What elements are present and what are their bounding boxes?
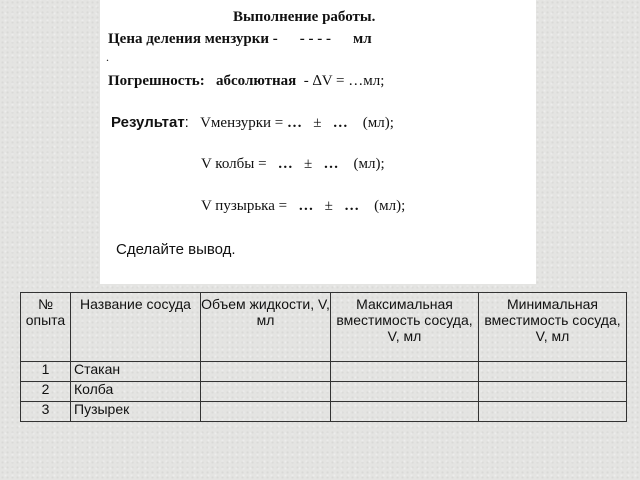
flask-volume-name: V колбы = xyxy=(201,156,267,172)
row-min-capacity-cell[interactable] xyxy=(479,381,627,401)
result-bubble-line xyxy=(201,197,405,215)
error-kind: абсолютная xyxy=(216,73,297,89)
table-row xyxy=(21,381,627,401)
bubble-plus-minus: ± xyxy=(324,198,333,214)
result-colon: : xyxy=(184,114,189,131)
beaker-plus-minus: ± xyxy=(313,115,322,131)
error-label: Погрешность: xyxy=(108,73,205,89)
table-row xyxy=(21,401,627,421)
row-max-capacity-cell[interactable] xyxy=(331,381,479,401)
row-number: 1 xyxy=(21,361,71,381)
beaker-unit: (мл); xyxy=(362,115,394,131)
row-liquid-volume-cell[interactable] xyxy=(201,361,331,381)
row-max-capacity-cell[interactable] xyxy=(331,401,479,421)
bubble-error: … xyxy=(344,198,360,214)
bubble-value: … xyxy=(298,198,314,214)
header-min-capacity: Минимальная вместимость сосуда, V, мл xyxy=(479,293,627,362)
row-min-capacity-cell[interactable] xyxy=(479,361,627,381)
table-row xyxy=(21,361,627,381)
row-liquid-volume-cell[interactable] xyxy=(201,401,331,421)
error-line xyxy=(108,72,384,90)
bubble-volume-name: V пузырька = xyxy=(201,198,288,214)
flask-error: … xyxy=(323,156,339,172)
row-vessel-name: Стакан xyxy=(71,361,201,381)
header-number: № опыта xyxy=(21,293,71,362)
header-max-capacity: Максимальная вместимость сосуда, V, мл xyxy=(331,293,479,362)
row-number: 3 xyxy=(21,401,71,421)
beaker-error: … xyxy=(332,115,348,131)
row-max-capacity-cell[interactable] xyxy=(331,361,479,381)
beaker-value: … xyxy=(287,115,302,131)
header-liquid-volume: Объем жидкости, V, мл xyxy=(201,293,331,362)
task-card xyxy=(100,0,536,284)
scale-division-value: - - - - xyxy=(299,31,332,47)
flask-value: … xyxy=(277,156,293,172)
flask-plus-minus: ± xyxy=(304,156,313,172)
stray-dot: . xyxy=(106,50,109,64)
scale-division-label: Цена деления мензурки - xyxy=(108,31,278,47)
conclusion-text: Сделайте вывод. xyxy=(116,241,236,258)
scale-division-unit: мл xyxy=(353,31,372,47)
table-header-row xyxy=(21,293,627,362)
header-vessel-name: Название сосуда xyxy=(71,293,201,362)
bubble-unit: (мл); xyxy=(374,198,406,214)
row-liquid-volume-cell[interactable] xyxy=(201,381,331,401)
experiment-table xyxy=(20,292,627,422)
flask-unit: (мл); xyxy=(353,156,385,172)
error-formula: - ∆V = …мл; xyxy=(303,73,385,89)
row-vessel-name: Пузырек xyxy=(71,401,201,421)
row-number: 2 xyxy=(21,381,71,401)
scale-division-line xyxy=(108,30,372,48)
page-title: Выполнение работы. xyxy=(233,9,376,25)
result-label: Результат xyxy=(111,114,185,131)
row-vessel-name: Колба xyxy=(71,381,201,401)
beaker-volume-name: Vмензурки = xyxy=(200,115,284,131)
row-min-capacity-cell[interactable] xyxy=(479,401,627,421)
result-beaker-line xyxy=(111,114,394,132)
result-flask-line xyxy=(201,155,385,173)
